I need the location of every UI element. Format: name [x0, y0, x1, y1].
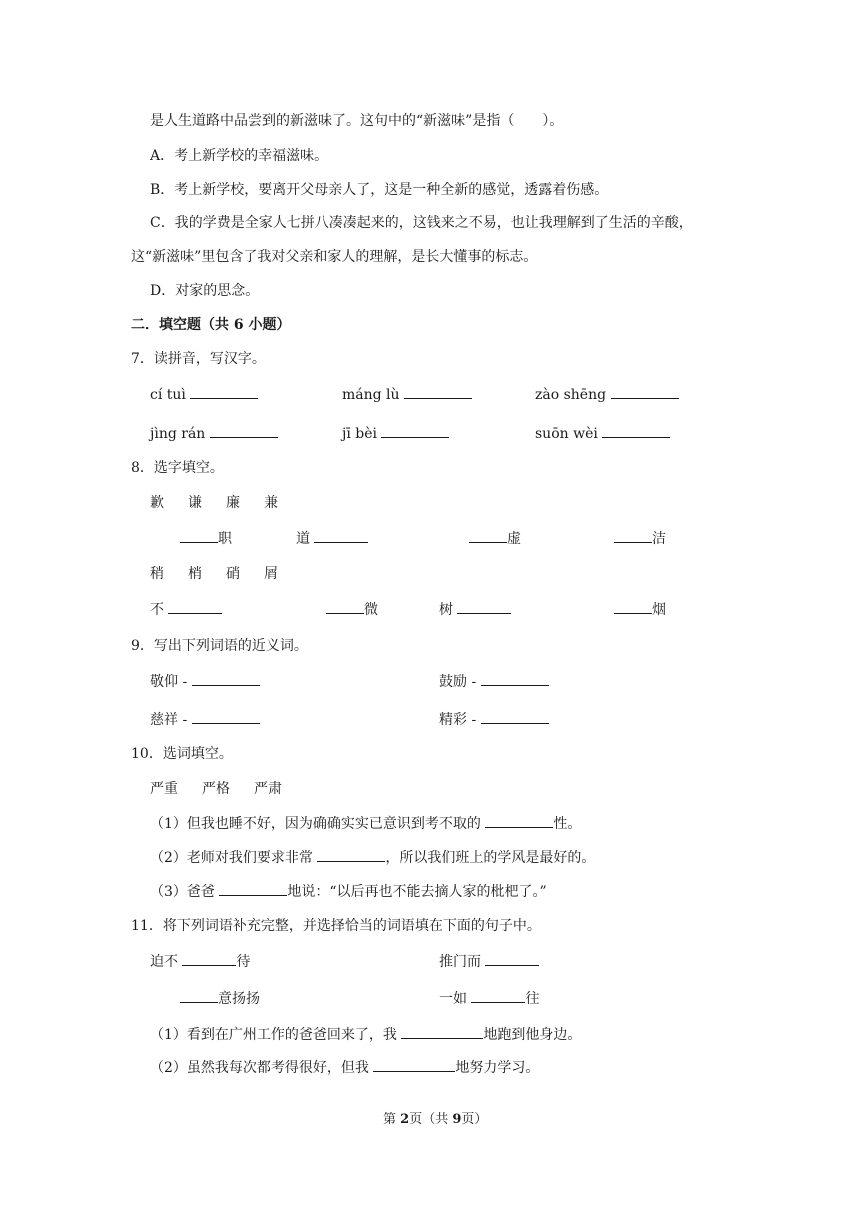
answer-blank[interactable]: [314, 530, 368, 543]
q9-item-2: 鼓励 -: [439, 673, 549, 691]
answer-blank[interactable]: [471, 990, 525, 1003]
answer-blank[interactable]: [180, 530, 218, 543]
q7-stem: 7．读拼音，写汉字。: [131, 351, 266, 367]
answer-blank[interactable]: [611, 386, 679, 399]
answer-blank[interactable]: [219, 883, 287, 896]
section-title: 二．填空题（共 6 小题）: [131, 317, 291, 333]
q7-item-6: suō​n wèi: [535, 425, 670, 443]
q11-sentence-2: （2）虽然我每次都考得很好，但我 地努力学习。: [150, 1060, 540, 1076]
q7-item-5: jī bèi: [342, 425, 449, 443]
answer-blank[interactable]: [602, 425, 670, 438]
q10-choices: 严重 严格 严肃: [150, 781, 282, 797]
q8-group2-choices: 稍 梢 硝 屑: [150, 566, 278, 582]
answer-blank[interactable]: [192, 673, 260, 686]
q8-g1-item-2: 道: [296, 530, 368, 548]
q11-word-4: 一如 往: [439, 991, 540, 1007]
q10-sentence-3: （3）爸爸 地说：“以后再也不能去摘人家的枇杷了。”: [150, 884, 547, 900]
answer-blank[interactable]: [381, 425, 449, 438]
answer-blank[interactable]: [190, 386, 258, 399]
q8-g2-item-1: 不: [150, 601, 222, 619]
q9-stem: 9．写出下列词语的近义词。: [131, 638, 308, 654]
answer-blank[interactable]: [192, 711, 260, 724]
q8-g1-item-3: 虚: [469, 530, 521, 548]
answer-blank[interactable]: [469, 530, 507, 543]
q7-item-1: cí tuì: [150, 386, 258, 404]
answer-blank[interactable]: [182, 953, 236, 966]
answer-blank[interactable]: [404, 386, 472, 399]
q6-option-d: D．对家的思念。: [150, 283, 260, 299]
answer-blank[interactable]: [485, 815, 553, 828]
q10-sentence-1: （1）但我也睡不好，因为确确实实已意识到考不取的 性。: [150, 816, 582, 832]
answer-blank[interactable]: [481, 711, 549, 724]
answer-blank[interactable]: [180, 990, 218, 1003]
answer-blank[interactable]: [614, 601, 652, 614]
q7-item-2: máng lù: [342, 386, 472, 404]
answer-blank[interactable]: [168, 601, 222, 614]
q8-group1-choices: 歉 谦 廉 兼: [150, 495, 278, 511]
q8-g2-item-3: 树: [439, 601, 511, 619]
answer-blank[interactable]: [373, 1059, 455, 1072]
answer-blank[interactable]: [481, 673, 549, 686]
q6-option-b: B．考上新学校，要离开父母亲人了，这是一种全新的感觉，透露着伤感。: [150, 182, 609, 198]
answer-blank[interactable]: [210, 425, 278, 438]
q11-stem: 11．将下列词语补充完整，并选择恰当的词语填在下面的句子中。: [131, 918, 541, 934]
q11-word-2: 推门而: [439, 953, 539, 971]
q10-sentence-2: （2）老师对我们要求非常 ，所以我们班上的学风是最好的。: [150, 850, 596, 866]
q7-item-3: zào shēng: [535, 386, 679, 404]
q8-g1-item-4: 洁: [614, 530, 666, 548]
q6-option-a: A．考上新学校的幸福滋味。: [150, 148, 329, 164]
page-footer: 第 2页（共 9页）: [383, 1112, 488, 1127]
answer-blank[interactable]: [401, 1026, 483, 1039]
answer-blank[interactable]: [317, 849, 385, 862]
answer-blank[interactable]: [457, 601, 511, 614]
q9-item-1: 敬仰 -: [150, 673, 260, 691]
q6-stem-tail: 是人生道路中品尝到的新滋味了。这句中的“新滋味”是指（ ）。: [150, 113, 564, 129]
q8-g2-item-2: 微: [326, 601, 378, 619]
q9-item-3: 慈祥 -: [150, 711, 260, 729]
q6-option-c-line2: 这“新滋味”里包含了我对父亲和家人的理解，是长大懂事的标志。: [131, 249, 538, 265]
answer-blank[interactable]: [485, 953, 539, 966]
q7-item-4: jìng rán: [150, 425, 278, 443]
q11-sentence-1: （1）看到在广州工作的爸爸回来了，我 地跑到他身边。: [150, 1027, 582, 1043]
q8-g1-item-1: 职: [180, 530, 232, 548]
q11-word-3: 意扬扬: [180, 990, 260, 1008]
answer-blank[interactable]: [614, 530, 652, 543]
q6-option-c-line1: C．我的学费是全家人七拼八凑凑起来的，这钱来之不易，也让我理解到了生活的辛酸，: [150, 215, 693, 231]
q8-stem: 8．选字填空。: [131, 460, 224, 476]
q8-g2-item-4: 烟: [614, 601, 666, 619]
answer-blank[interactable]: [326, 601, 364, 614]
q10-stem: 10．选词填空。: [131, 746, 233, 762]
q9-item-4: 精彩 -: [439, 711, 549, 729]
q11-word-1: 迫不 待: [150, 954, 251, 970]
